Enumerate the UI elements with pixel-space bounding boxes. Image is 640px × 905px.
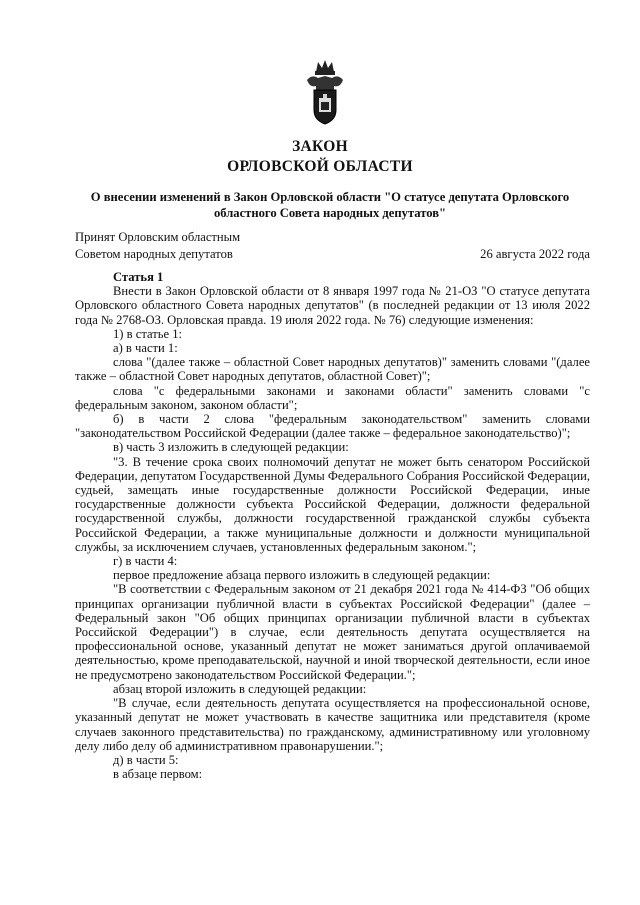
article-heading: Статья 1: [113, 270, 164, 284]
paragraph: б) в части 2 слова "федеральным законодательством" заменить словами "законодательством Российской Федерации (далее также – федеральное законодательство)";: [75, 412, 590, 441]
adopted-by-block: [75, 229, 240, 263]
adoption-date: 26 августа 2022 года: [480, 247, 590, 261]
document-region-title: ОРЛОВСКОЙ ОБЛАСТИ: [227, 158, 413, 175]
paragraph: слова "(далее также – областной Совет народных депутатов)" заменить словами "(далее также – областной Совет народных депутатов, областной Совет)";: [75, 355, 590, 384]
paragraph: а) в части 1:: [113, 341, 178, 356]
adopted-line-2: Советом народных депутатов: [75, 247, 233, 261]
paragraph: "В случае, если деятельность депутата осуществляется на профессиональной основе, указанный депутат не может участвовать в качестве защитника или представителя (кроме случаев законного представительства) по гражданскому, административному или уголовному делу либо делу об административном правонарушении.";: [75, 696, 590, 753]
paragraph: Внести в Закон Орловской области от 8 января 1997 года № 21-ОЗ "О статусе депутата Орловского областного Совета народных депутатов" (в последней редакции от 13 июля 2022 года № 2768-ОЗ. Орловская правда. 19 июля 2022 года. № 76) следующие изменения:: [75, 284, 590, 327]
document-body: [75, 270, 590, 781]
paragraph: абзац второй изложить в следующей редакции:: [113, 681, 367, 696]
adopted-line-1: Принят Орловским областным: [75, 230, 241, 244]
paragraph: г) в части 4:: [113, 554, 178, 569]
paragraph: в абзаце первом:: [113, 767, 203, 782]
document-subtitle: О внесении изменений в Закон Орловской области "О статусе депутата Орловского областного Совета народных депутатов": [90, 190, 570, 220]
paragraph: д) в части 5:: [113, 752, 179, 767]
paragraph: первое предложение абзаца первого изложить в следующей редакции:: [113, 568, 491, 583]
paragraph: "3. В течение срока своих полномочий депутат не может быть сенатором Российской Федерации, депутатом Государственной Думы Федерального Собрания Российской Федерации, судьей, замещать иные государственные должности Российской Федерации, иные государственные должности субъекта Российской Федерации, должности федеральной государственной службы, должности государственной гражданской службы субъекта Российской Федерации, а также муниципальные должности и должности муниципальной службы, за исключением случаев, установленных федеральным законом.";: [75, 454, 590, 554]
paragraph: 1) в статье 1:: [113, 326, 183, 341]
document-title: ЗАКОН: [292, 138, 348, 155]
paragraph: в) часть 3 изложить в следующей редакции:: [113, 440, 349, 455]
orel-coat-of-arms-icon: [304, 58, 346, 128]
paragraph: "В соответствии с Федеральным законом от 21 декабря 2021 года № 414-ФЗ "Об общих принципах организации публичной власти в субъектах Российской Федерации" (далее – Федеральный закон "Об общих принципах организации публичной власти в субъектах Российской Федерации") в случае, если деятельность депутата осуществляется на профессиональной основе, указанный депутат не может заниматься другой оплачиваемой деятельностью, кроме преподавательской, научной и иной творческой деятельности, если иное не предусмотрено законодательством Российской Федерации.";: [75, 582, 590, 682]
paragraph: слова "с федеральными законами и законами области" заменить словами "с федеральным законом, законом области";: [75, 383, 590, 412]
